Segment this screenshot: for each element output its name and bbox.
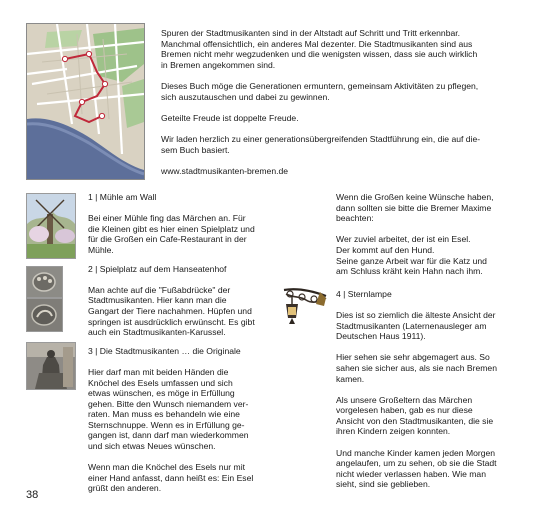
section-line: Wenn man die Knöchel des Esels nur mit	[88, 462, 245, 473]
section-line: beachten:	[336, 213, 374, 224]
section-line: angelaufen, um zu sehen, ob sie die Stadt	[336, 458, 497, 469]
section-line: Und manche Kinder kamen jeden Morgen	[336, 447, 496, 458]
intro-line: sem Buch basiert.	[161, 144, 230, 155]
intro-line: in Bremen angekommen sind.	[161, 59, 276, 70]
maxim-line: Wer zuviel arbeitet, der ist ein Esel.	[336, 234, 471, 245]
section-line: ihren Kindern zeigen konnten.	[336, 426, 451, 437]
section-heading: 3 | Die Stadtmusikanten … die Originale	[88, 345, 241, 356]
intro-line: sich auszutauschen und dabei zu gewinnen.	[161, 91, 330, 102]
website-link[interactable]: www.stadtmusikanten-bremen.de	[161, 165, 289, 176]
intro-line: Spuren der Stadtmusikanten sind in der Altstadt auf Schritt und Tritt erkennbar.	[161, 28, 461, 38]
lantern-photo	[280, 284, 330, 330]
section-line: Bei einer Mühle fing das Märchen an. Für	[88, 213, 246, 224]
footprint-photo	[26, 298, 63, 332]
section-line: für die Großen ein Cafe-Restaurant in der	[88, 234, 247, 245]
section-line: etwas wünschen, es möge in Erfüllung	[88, 388, 235, 399]
city-map	[26, 23, 145, 180]
section-line: Dies ist so ziemlich die älteste Ansicht der	[336, 309, 496, 320]
section-line: raten. Man muss es behandeln wie eine	[88, 409, 240, 420]
maxim-line: Seine ganze Arbeit war für die Katz und	[336, 255, 487, 266]
left-column	[88, 192, 268, 494]
intro-text	[161, 28, 506, 176]
mill-photo	[26, 193, 76, 259]
section-line: Stadtmusikanten. Hier kann man die	[88, 295, 227, 306]
section-heading: 1 | Mühle am Wall	[88, 192, 157, 202]
section-heading: 2 | Spielplatz auf dem Hanseatenhof	[88, 263, 227, 274]
section-line: Man achte auf die "Fußabdrücke" der	[88, 284, 231, 295]
section-line: gangen ist, dann darf man wiederkommen	[88, 430, 249, 441]
section-line: Deutschen Haus 1911).	[336, 331, 426, 342]
intro-line: Wir laden herzlich zu einer generationsübergreifenden Stadtführung ein, die auf die-	[161, 133, 481, 144]
section-line: Mühle.	[88, 244, 114, 255]
section-line: Sternschnuppe. Wenn es in Erfüllung ge-	[88, 419, 245, 430]
section-line: grüßt den anderen.	[88, 483, 162, 494]
section-heading: 4 | Sternlampe	[336, 288, 392, 299]
section-line: Als unsere Großeltern das Märchen	[336, 394, 473, 405]
section-line: kamen.	[336, 373, 365, 384]
section-line: einer Hand anfasst, dann heißt es: Ein Esel	[88, 472, 254, 483]
section-line: Hier sehen sie sehr abgemagert aus. So	[336, 352, 490, 363]
section-line: Ansicht von den Stadtmusikanten, die sie	[336, 415, 494, 426]
section-line: springen ist ausdrücklich erwünscht. Es gibt	[88, 316, 255, 327]
section-line: Stadtmusikanten (Laternenausleger am	[336, 320, 487, 331]
statue-photo	[26, 342, 76, 390]
section-line: Hier darf man mit beiden Händen die	[88, 366, 229, 377]
page-number: 38	[26, 489, 39, 501]
maxim-line: am Schluss kräht kein Hahn nach ihm.	[336, 266, 483, 277]
section-line: sieht, sind sie geblieben.	[336, 479, 431, 490]
section-line: die Kleinen gibt es hier einen Spielplatz und	[88, 223, 255, 234]
section-line: dann sollten sie bitte die Bremer Maxime	[336, 202, 492, 213]
footprint-photo	[26, 266, 63, 298]
section-line: Wenn die Großen keine Wünsche haben,	[336, 192, 494, 202]
section-line: Knöchel des Esels umfassen und sich	[88, 377, 233, 388]
intro-line: Dieses Buch möge die Generationen ermuntern, gemeinsam Aktivitäten zu pflegen,	[161, 80, 479, 91]
section-line: vorgelesen haben, gab es nur diese	[336, 405, 473, 416]
section-line: sahen sie sicher aus, als sie nach Bremen	[336, 362, 497, 373]
section-line: Gangart der Tiere nachahmen. Hüpfen und	[88, 305, 252, 316]
right-column	[336, 192, 511, 490]
intro-line: Manchmal offensichtlich, ein anderes Mal dezenter. Die Stadtmusikanten sind aus	[161, 38, 473, 49]
intro-line: Bremen nicht mehr wegzudenken und die wenigsten wissen, dass sie auch wirklich	[161, 49, 478, 60]
maxim-line: Der kommt auf den Hund.	[336, 244, 435, 255]
section-line: auch ein Stadtmusikanten-Karussel.	[88, 327, 226, 338]
section-line: und sich etwas Neues wünschen.	[88, 441, 216, 452]
section-line: nicht wieder verlassen haben. Wie man	[336, 468, 486, 479]
intro-line: Geteilte Freude ist doppelte Freude.	[161, 112, 299, 123]
section-line: gehen. Bitte den Wunsch niemandem ver-	[88, 398, 249, 409]
